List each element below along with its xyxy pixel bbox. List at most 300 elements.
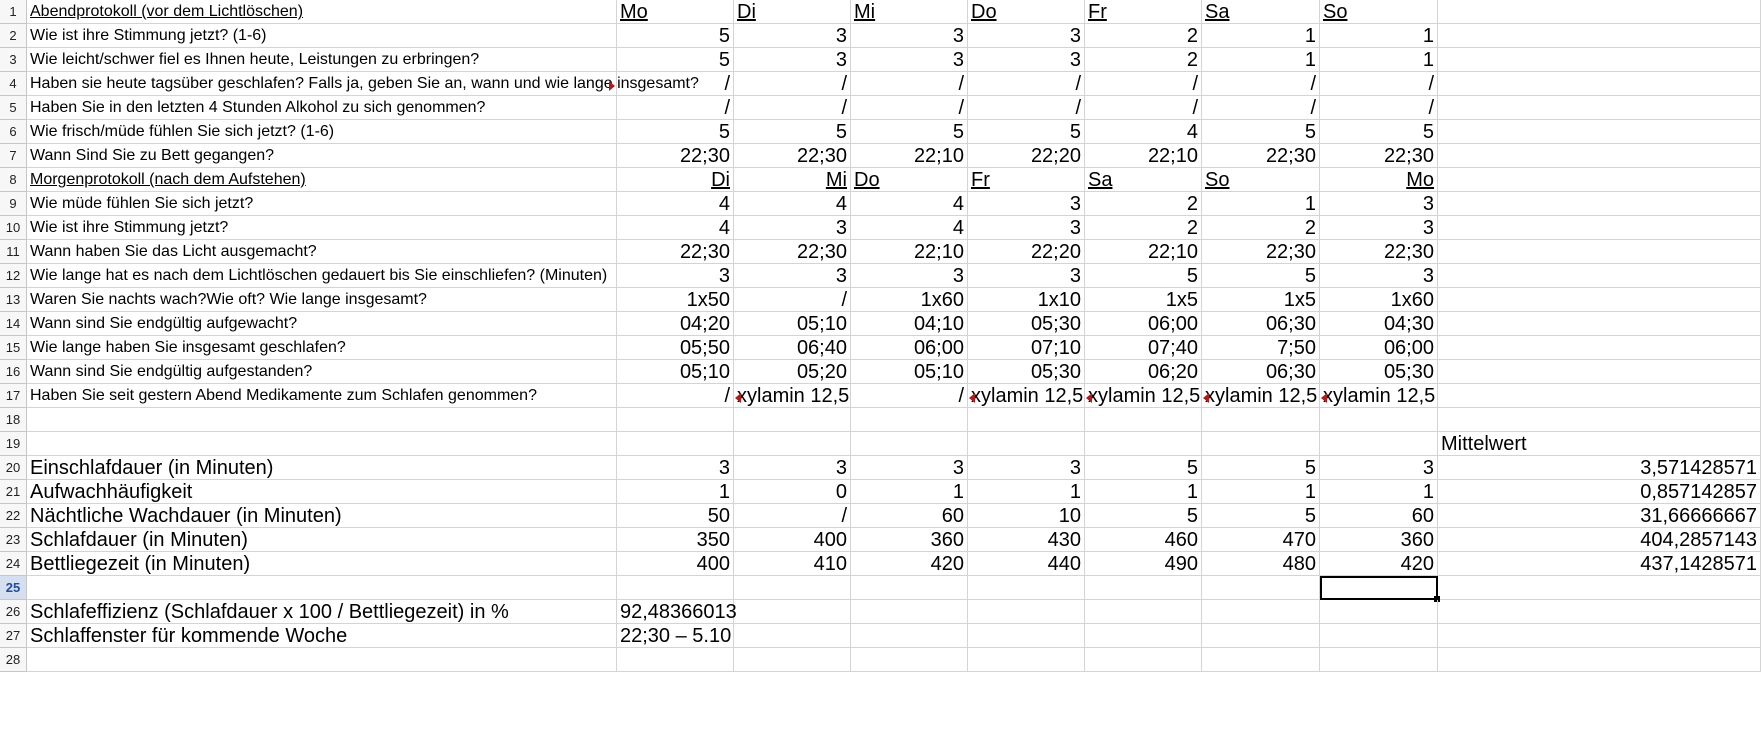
cell-label[interactable] (27, 192, 617, 216)
cell[interactable] (1085, 600, 1202, 624)
cell[interactable] (734, 336, 851, 360)
row-header[interactable]: 8 (0, 168, 27, 192)
cell[interactable] (851, 336, 968, 360)
cell[interactable] (734, 264, 851, 288)
cell[interactable] (1202, 120, 1320, 144)
cell-text: Einschlafdauer (in Minuten) (30, 457, 274, 479)
cell[interactable] (1202, 480, 1320, 504)
cell[interactable] (1085, 528, 1202, 552)
cell[interactable] (1085, 552, 1202, 576)
row-header[interactable]: 9 (0, 192, 27, 216)
cell-value: 350 (696, 529, 730, 551)
cell[interactable] (1320, 456, 1438, 480)
cell[interactable] (851, 144, 968, 168)
cell-label[interactable] (27, 336, 617, 360)
cell[interactable] (1085, 312, 1202, 336)
cell-value: 5 (1304, 121, 1316, 143)
row-header[interactable]: 25 (0, 576, 27, 600)
cell[interactable] (968, 120, 1085, 144)
cell[interactable] (1320, 24, 1438, 48)
cell-label[interactable] (27, 96, 617, 120)
row-header[interactable]: 17 (0, 384, 27, 408)
cell[interactable] (1202, 192, 1320, 216)
row-header[interactable]: 27 (0, 624, 27, 648)
cell[interactable] (968, 384, 1085, 408)
cell[interactable] (617, 48, 734, 72)
cell[interactable] (734, 624, 851, 648)
cell[interactable] (968, 336, 1085, 360)
cell[interactable] (1202, 48, 1320, 72)
row-header[interactable]: 20 (0, 456, 27, 480)
cell[interactable] (1085, 48, 1202, 72)
cell[interactable] (734, 0, 851, 24)
cell[interactable] (1202, 72, 1320, 96)
cell[interactable] (617, 240, 734, 264)
cell-label[interactable] (27, 312, 617, 336)
cell[interactable] (617, 408, 734, 432)
row-header[interactable]: 2 (0, 24, 27, 48)
cell[interactable] (734, 384, 851, 408)
sheet-row (0, 528, 1761, 552)
cell[interactable] (1320, 216, 1438, 240)
cell[interactable] (1438, 504, 1761, 528)
cell[interactable] (1085, 96, 1202, 120)
cell-label[interactable] (27, 552, 617, 576)
cell-label[interactable] (27, 264, 617, 288)
cell-label[interactable] (27, 288, 617, 312)
cell[interactable] (1085, 480, 1202, 504)
cell[interactable] (734, 600, 851, 624)
cell-label[interactable] (27, 408, 617, 432)
cell[interactable] (1320, 480, 1438, 504)
cell[interactable] (1320, 96, 1438, 120)
cell-text: Waren Sie nachts wach?Wie oft? Wie lange insgesamt? (30, 291, 427, 308)
cell[interactable] (968, 624, 1085, 648)
cell[interactable] (1438, 384, 1761, 408)
cell[interactable] (1085, 168, 1202, 192)
cell[interactable] (851, 168, 968, 192)
cell[interactable] (1438, 624, 1761, 648)
cell[interactable] (617, 24, 734, 48)
cell-label[interactable] (27, 528, 617, 552)
cell[interactable] (851, 456, 968, 480)
cell[interactable] (1320, 528, 1438, 552)
cell[interactable] (1202, 624, 1320, 648)
cell[interactable] (1438, 552, 1761, 576)
row-header[interactable]: 26 (0, 600, 27, 624)
cell[interactable] (1438, 288, 1761, 312)
cell[interactable] (1320, 48, 1438, 72)
cell[interactable] (1202, 288, 1320, 312)
cell[interactable] (1320, 336, 1438, 360)
cell[interactable] (734, 48, 851, 72)
row-header[interactable]: 7 (0, 144, 27, 168)
cell[interactable] (1202, 144, 1320, 168)
cell[interactable] (968, 456, 1085, 480)
cell[interactable] (617, 480, 734, 504)
cell[interactable] (968, 648, 1085, 672)
row-header[interactable]: 10 (0, 216, 27, 240)
cell-label[interactable] (27, 480, 617, 504)
row-header[interactable]: 23 (0, 528, 27, 552)
cell[interactable] (1320, 240, 1438, 264)
cell[interactable] (968, 48, 1085, 72)
cell[interactable] (734, 216, 851, 240)
cell[interactable] (851, 120, 968, 144)
cell[interactable] (1085, 432, 1202, 456)
cell[interactable] (734, 192, 851, 216)
cell-label[interactable] (27, 72, 699, 96)
cell[interactable] (617, 528, 734, 552)
row-header[interactable]: 16 (0, 360, 27, 384)
cell[interactable] (734, 528, 851, 552)
cell[interactable] (617, 360, 734, 384)
cell[interactable] (734, 552, 851, 576)
cell[interactable] (1202, 360, 1320, 384)
row-header[interactable]: 1 (0, 0, 27, 24)
cell[interactable] (734, 480, 851, 504)
cell[interactable] (1438, 312, 1761, 336)
cell[interactable] (851, 576, 968, 600)
cell-label[interactable] (27, 0, 617, 24)
cell[interactable] (1202, 96, 1320, 120)
cell[interactable] (1202, 528, 1320, 552)
cell[interactable] (1320, 120, 1438, 144)
cell[interactable] (617, 384, 734, 408)
cell[interactable] (851, 312, 968, 336)
cell-label[interactable] (27, 576, 617, 600)
cell[interactable] (734, 144, 851, 168)
sheet-row (0, 624, 1761, 648)
cell[interactable] (734, 432, 851, 456)
cell-label[interactable] (27, 600, 617, 624)
cell[interactable] (617, 576, 734, 600)
row-header[interactable]: 14 (0, 312, 27, 336)
cell-label[interactable] (27, 360, 617, 384)
cell[interactable] (1438, 336, 1761, 360)
cell-label[interactable] (27, 216, 617, 240)
cell[interactable] (851, 72, 968, 96)
cell[interactable] (1085, 648, 1202, 672)
cell-cursor[interactable] (1320, 576, 1438, 600)
sheet-row (0, 552, 1761, 576)
cell[interactable] (1438, 240, 1761, 264)
cell[interactable] (617, 216, 734, 240)
cell[interactable] (851, 504, 968, 528)
cell[interactable] (734, 504, 851, 528)
cell[interactable] (734, 72, 851, 96)
cell[interactable] (1202, 264, 1320, 288)
cell[interactable] (1202, 312, 1320, 336)
row-header[interactable]: 21 (0, 480, 27, 504)
cell[interactable] (1320, 264, 1438, 288)
cell[interactable] (617, 552, 734, 576)
cell[interactable] (968, 600, 1085, 624)
cell[interactable] (968, 216, 1085, 240)
cell[interactable] (734, 168, 851, 192)
cell[interactable] (968, 360, 1085, 384)
cell-label[interactable] (27, 240, 617, 264)
cell[interactable] (1085, 240, 1202, 264)
cell[interactable] (617, 72, 734, 96)
cell[interactable] (968, 24, 1085, 48)
cell[interactable] (617, 600, 737, 624)
cell[interactable] (968, 0, 1085, 24)
cell[interactable] (1085, 24, 1202, 48)
cell[interactable] (1085, 384, 1202, 408)
cell[interactable] (734, 24, 851, 48)
cell[interactable] (1320, 648, 1438, 672)
cell[interactable] (851, 288, 968, 312)
cell[interactable] (1320, 600, 1438, 624)
cell[interactable] (968, 552, 1085, 576)
cell[interactable] (1202, 24, 1320, 48)
cell-text: Wie ist ihre Stimmung jetzt? (1-6) (30, 27, 267, 44)
cell[interactable] (1438, 600, 1761, 624)
cell[interactable] (1202, 648, 1320, 672)
cell[interactable] (968, 576, 1085, 600)
cell[interactable] (1320, 504, 1438, 528)
cell[interactable] (1320, 288, 1438, 312)
row-header[interactable]: 11 (0, 240, 27, 264)
cell[interactable] (1085, 120, 1202, 144)
cell[interactable] (1438, 480, 1761, 504)
cell[interactable] (1085, 288, 1202, 312)
cell[interactable] (617, 120, 734, 144)
row-header[interactable]: 22 (0, 504, 27, 528)
cell[interactable] (1438, 168, 1761, 192)
cell[interactable] (851, 264, 968, 288)
cell[interactable] (851, 528, 968, 552)
cell[interactable] (968, 432, 1085, 456)
cell[interactable] (1085, 624, 1202, 648)
cell[interactable] (1438, 528, 1761, 552)
cell[interactable] (1438, 216, 1761, 240)
cell[interactable] (1320, 408, 1438, 432)
row-header[interactable]: 13 (0, 288, 27, 312)
cell-value: 4 (718, 217, 730, 239)
cell[interactable] (734, 288, 851, 312)
cell[interactable] (1085, 0, 1202, 24)
cell-label[interactable] (27, 432, 617, 456)
cell[interactable] (1202, 432, 1320, 456)
cell[interactable] (851, 480, 968, 504)
cell[interactable] (1202, 168, 1320, 192)
cell[interactable] (734, 120, 851, 144)
cell[interactable] (1085, 264, 1202, 288)
cell[interactable] (968, 72, 1085, 96)
cell[interactable] (851, 24, 968, 48)
cell[interactable] (734, 240, 851, 264)
cell[interactable] (968, 264, 1085, 288)
cell[interactable] (851, 384, 968, 408)
cell[interactable] (1202, 576, 1320, 600)
cell[interactable] (1438, 120, 1761, 144)
cell[interactable] (1438, 264, 1761, 288)
cell[interactable] (1085, 456, 1202, 480)
cell[interactable] (1202, 600, 1320, 624)
cell[interactable] (617, 144, 734, 168)
cell[interactable] (1438, 192, 1761, 216)
cell[interactable] (1085, 192, 1202, 216)
cell[interactable] (617, 96, 734, 120)
sheet-row (0, 0, 1761, 24)
cell[interactable] (1438, 0, 1761, 24)
cell-text: Wann Sind Sie zu Bett gegangen? (30, 147, 275, 164)
cell[interactable] (1085, 72, 1202, 96)
cell[interactable] (851, 648, 968, 672)
cell[interactable] (1085, 144, 1202, 168)
cell-label[interactable] (27, 648, 617, 672)
cell[interactable] (1438, 144, 1761, 168)
cell-value: 5 (1186, 505, 1198, 527)
cell[interactable] (968, 528, 1085, 552)
cell-value: 4 (952, 193, 964, 215)
cell[interactable] (734, 576, 851, 600)
cell[interactable] (851, 48, 968, 72)
cell[interactable] (734, 408, 851, 432)
cell-value: 2 (1186, 25, 1198, 47)
cell[interactable] (968, 168, 1085, 192)
cell[interactable] (1202, 0, 1320, 24)
cell[interactable] (1320, 432, 1438, 456)
cell[interactable] (1438, 576, 1761, 600)
cell[interactable] (1320, 168, 1438, 192)
cell[interactable] (968, 312, 1085, 336)
cell[interactable] (617, 0, 734, 24)
cell[interactable] (617, 648, 734, 672)
cell-text: Wann sind Sie endgültig aufgewacht? (30, 315, 298, 332)
cell[interactable] (851, 360, 968, 384)
cell[interactable] (851, 96, 968, 120)
cell[interactable] (1085, 216, 1202, 240)
cell[interactable] (1320, 360, 1438, 384)
cell-text: Morgenprotokoll (nach dem Aufstehen) (30, 171, 306, 188)
cell[interactable] (1085, 408, 1202, 432)
cell[interactable] (968, 240, 1085, 264)
row-header[interactable]: 19 (0, 432, 27, 456)
row-header[interactable]: 4 (0, 72, 27, 96)
cell[interactable] (617, 336, 734, 360)
cell[interactable] (617, 168, 734, 192)
cell[interactable] (1202, 240, 1320, 264)
cell[interactable] (1438, 72, 1761, 96)
cell[interactable] (617, 456, 734, 480)
cell-label[interactable] (27, 168, 617, 192)
cell[interactable] (1320, 0, 1438, 24)
cell[interactable] (1438, 24, 1761, 48)
cell[interactable] (851, 552, 968, 576)
cell[interactable] (617, 504, 734, 528)
row-header[interactable]: 18 (0, 408, 27, 432)
cell-label[interactable] (27, 144, 617, 168)
cell[interactable] (1438, 360, 1761, 384)
cell[interactable] (734, 312, 851, 336)
cell[interactable] (1438, 648, 1761, 672)
cell[interactable] (734, 96, 851, 120)
cell-label[interactable] (27, 624, 617, 648)
cell[interactable] (968, 480, 1085, 504)
cell[interactable] (968, 504, 1085, 528)
cell[interactable] (851, 216, 968, 240)
cell[interactable] (851, 0, 968, 24)
cell[interactable] (851, 432, 968, 456)
cell[interactable] (851, 240, 968, 264)
cell[interactable] (851, 600, 968, 624)
cell[interactable] (1085, 360, 1202, 384)
cell[interactable] (734, 456, 851, 480)
cell[interactable] (617, 432, 734, 456)
cell[interactable] (1320, 384, 1438, 408)
cell[interactable] (1320, 552, 1438, 576)
cell-label[interactable] (27, 384, 617, 408)
cell[interactable] (1202, 384, 1320, 408)
cell-label[interactable] (27, 24, 617, 48)
cell[interactable] (1320, 72, 1438, 96)
cell[interactable] (968, 192, 1085, 216)
cell[interactable] (1438, 456, 1761, 480)
cell[interactable] (1085, 576, 1202, 600)
cell[interactable] (851, 192, 968, 216)
cell[interactable] (968, 96, 1085, 120)
cell[interactable] (1202, 408, 1320, 432)
cell[interactable] (617, 312, 734, 336)
cell[interactable] (1202, 552, 1320, 576)
cell[interactable] (1438, 48, 1761, 72)
cell[interactable] (617, 624, 734, 648)
cell[interactable] (1320, 192, 1438, 216)
cell[interactable] (1438, 408, 1761, 432)
sheet-row (0, 432, 1761, 456)
cell[interactable] (734, 360, 851, 384)
cell[interactable] (734, 648, 851, 672)
cell-label[interactable] (27, 120, 617, 144)
row-header[interactable]: 12 (0, 264, 27, 288)
cell[interactable] (1320, 312, 1438, 336)
cell[interactable] (1438, 96, 1761, 120)
cell[interactable] (851, 624, 968, 648)
cell[interactable] (1202, 456, 1320, 480)
cell[interactable] (1202, 216, 1320, 240)
cell[interactable] (1202, 504, 1320, 528)
cell[interactable] (1438, 432, 1761, 456)
row-header[interactable]: 6 (0, 120, 27, 144)
cell[interactable] (617, 192, 734, 216)
row-header[interactable]: 24 (0, 552, 27, 576)
cell-label[interactable] (27, 456, 617, 480)
row-header[interactable]: 5 (0, 96, 27, 120)
cell[interactable] (968, 408, 1085, 432)
cell-value: 10 (1058, 505, 1081, 527)
cell[interactable] (968, 288, 1085, 312)
cell-value: / (841, 289, 847, 311)
row-header[interactable]: 3 (0, 48, 27, 72)
cell-value: 22;30 (679, 145, 730, 167)
row-header[interactable]: 28 (0, 648, 27, 672)
cell[interactable] (1085, 504, 1202, 528)
row-header[interactable]: 15 (0, 336, 27, 360)
cell[interactable] (1320, 624, 1438, 648)
cell-label[interactable] (27, 504, 617, 528)
cell[interactable] (617, 288, 734, 312)
cell[interactable] (968, 144, 1085, 168)
cell[interactable] (1085, 336, 1202, 360)
cell[interactable] (617, 264, 734, 288)
cell[interactable] (1202, 336, 1320, 360)
cell-label[interactable] (27, 48, 617, 72)
cell[interactable] (851, 408, 968, 432)
cell[interactable] (1320, 144, 1438, 168)
